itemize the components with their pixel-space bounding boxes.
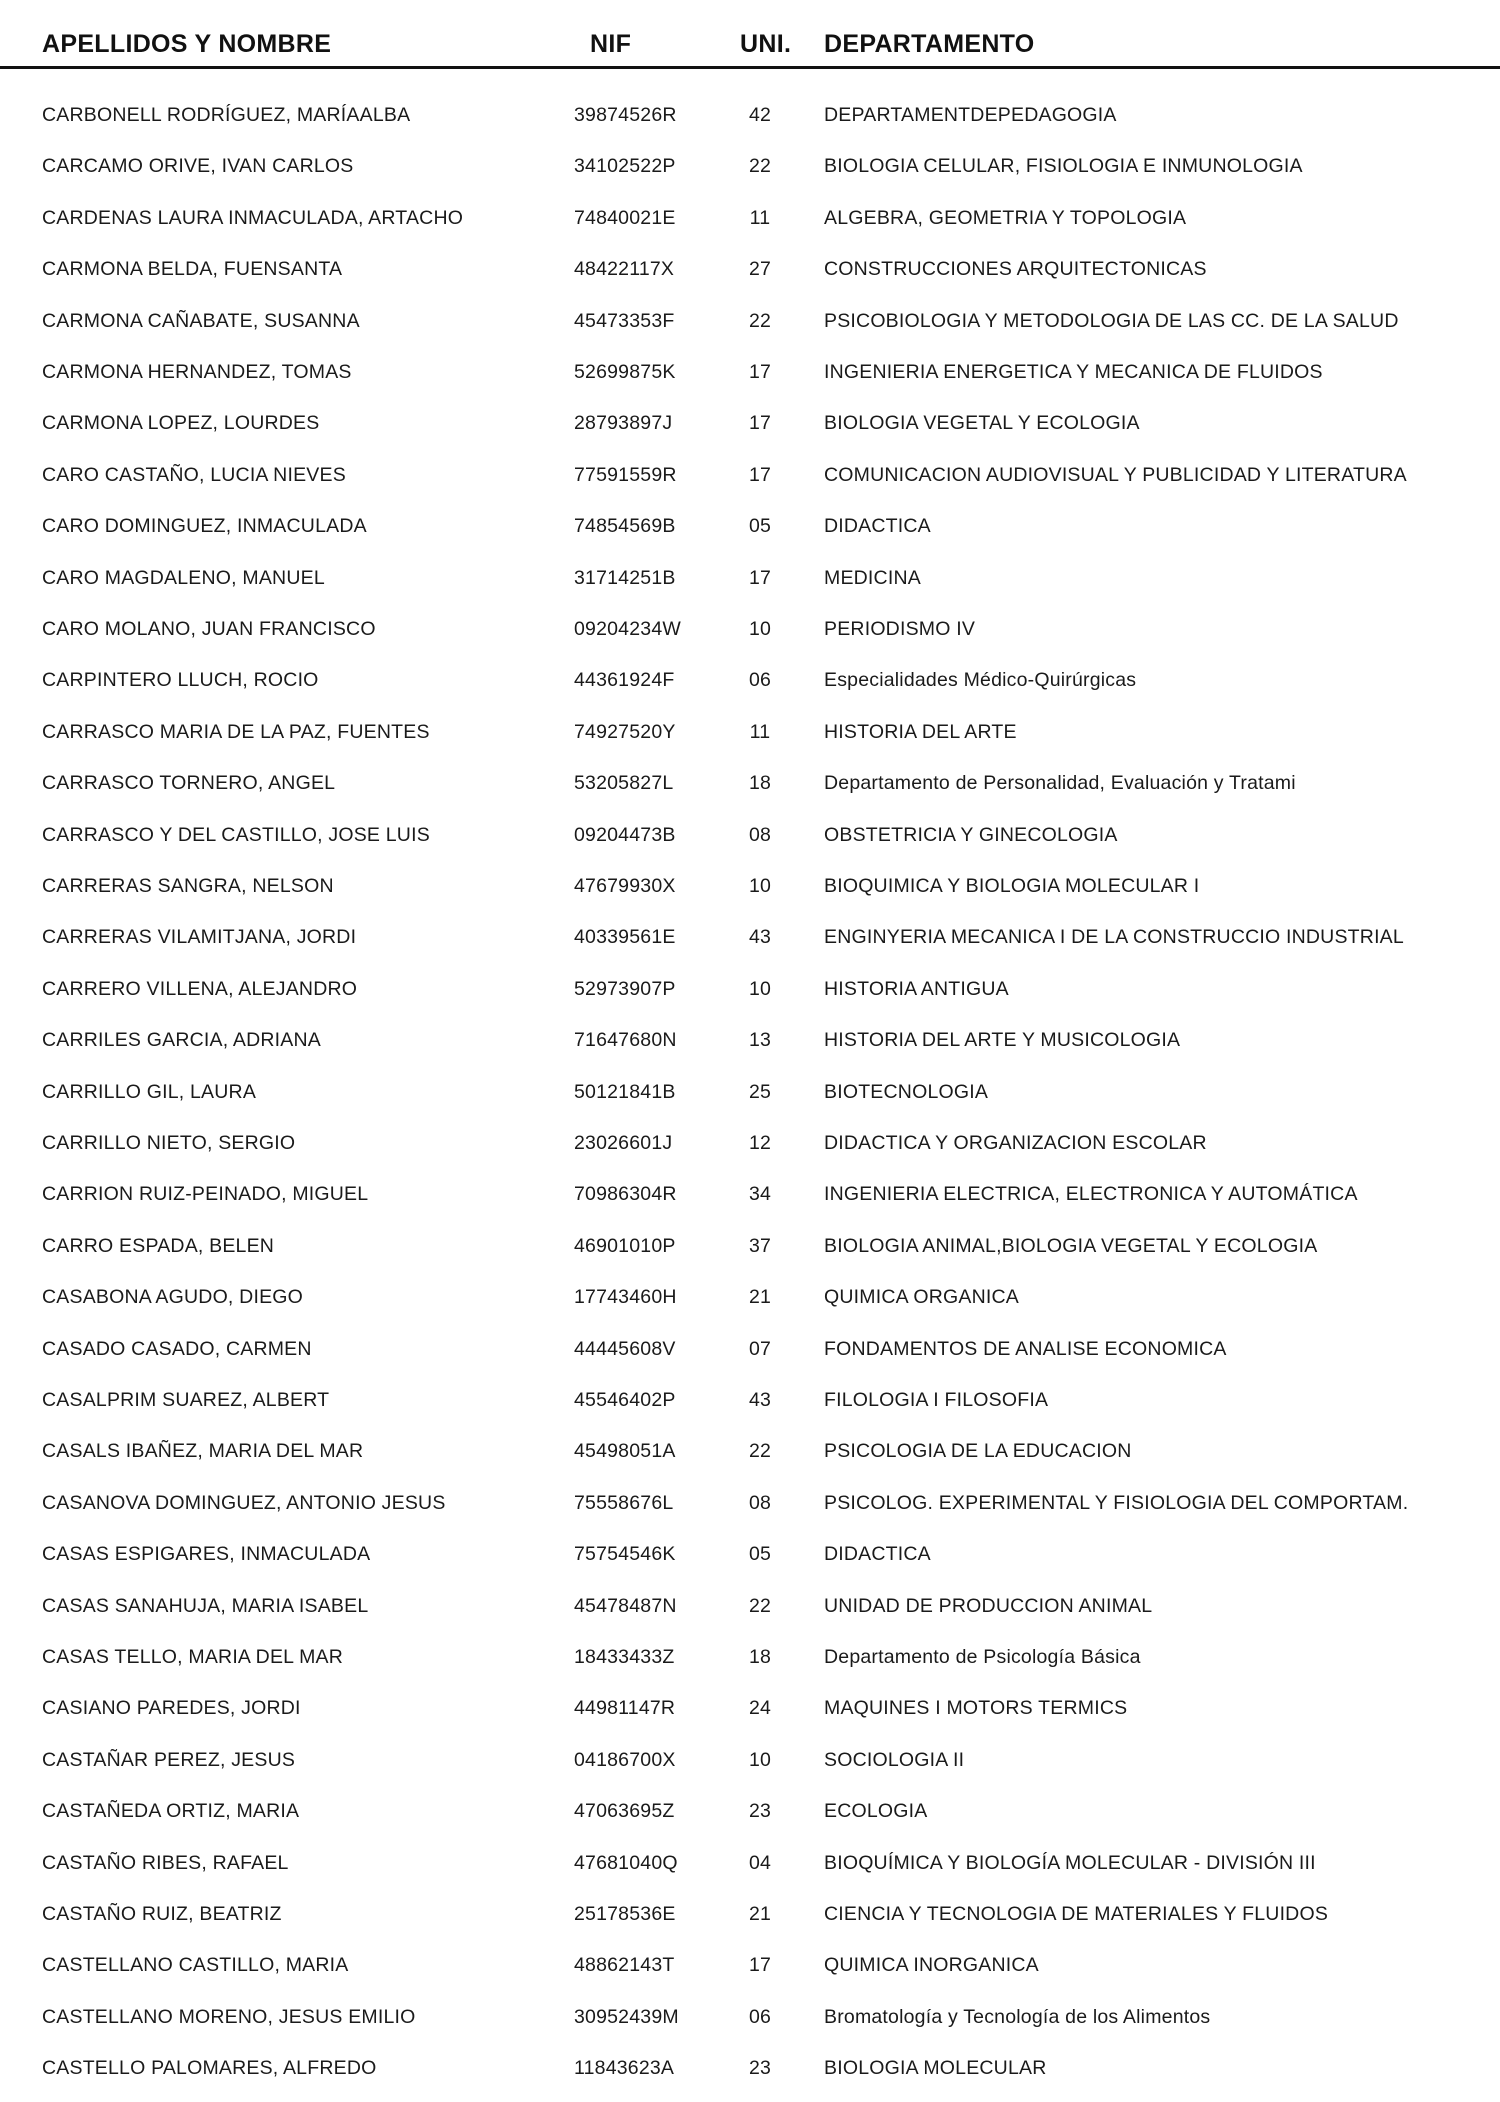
cell-name: CASABONA AGUDO, DIEGO	[42, 1286, 304, 1309]
cell-uni: 06	[748, 2005, 772, 2028]
table-row	[0, 464, 1500, 494]
cell-uni: 18	[748, 1646, 772, 1668]
cell-uni: 22	[748, 1440, 772, 1463]
cell-name: CARMONA CAÑABATE, SUSANNA	[42, 309, 360, 332]
table-row	[0, 978, 1500, 1008]
cell-uni: 17	[748, 463, 772, 486]
cell-name: CARRASCO TORNERO, ANGEL	[42, 772, 336, 795]
cell-department: BIOTECNOLOGIA	[824, 1080, 989, 1103]
cell-department: DIDACTICA	[824, 515, 931, 538]
table-row	[0, 1697, 1500, 1727]
cell-name: CASTELLO PALOMARES, ALFREDO	[42, 2057, 377, 2080]
cell-uni: 10	[748, 977, 772, 1000]
cell-name: CASTAÑAR PEREZ, JESUS	[42, 1748, 296, 1771]
header-department: DEPARTAMENTO	[824, 30, 1035, 58]
cell-nif: 39874526R	[574, 104, 677, 126]
cell-uni: 08	[748, 1491, 772, 1514]
cell-nif: 44361924F	[574, 669, 675, 692]
cell-name: CARRERO VILLENA, ALEJANDRO	[42, 977, 358, 1000]
cell-uni: 13	[748, 1029, 772, 1052]
table-row	[0, 515, 1500, 545]
cell-nif: 17743460H	[574, 1286, 677, 1309]
cell-department: BIOLOGIA ANIMAL,BIOLOGIA VEGETAL Y ECOLOGIA	[824, 1234, 1318, 1257]
table-row	[0, 1646, 1500, 1676]
cell-department: HISTORIA DEL ARTE	[824, 720, 1017, 743]
cell-department: SOCIOLOGIA II	[824, 1748, 965, 1771]
cell-department: DIDACTICA Y ORGANIZACION ESCOLAR	[824, 1132, 1207, 1154]
cell-uni: 10	[748, 618, 772, 640]
header-uni: UNI.	[740, 30, 792, 58]
cell-department: Bromatología y Tecnología de los Alimentos	[824, 2005, 1211, 2028]
cell-department: PSICOBIOLOGIA Y METODOLOGIA DE LAS CC. DE LA SALUD	[824, 309, 1399, 332]
cell-nif: 47679930X	[574, 875, 676, 897]
cell-name: CARMONA BELDA, FUENSANTA	[42, 258, 343, 281]
table-row	[0, 1029, 1500, 1059]
cell-department: HISTORIA DEL ARTE Y MUSICOLOGIA	[824, 1029, 1181, 1052]
cell-department: DIDACTICA	[824, 1543, 931, 1566]
cell-department: COMUNICACION AUDIOVISUAL Y PUBLICIDAD Y LITERATURA	[824, 463, 1407, 486]
table-row	[0, 310, 1500, 340]
table-row	[0, 258, 1500, 288]
cell-nif: 46901010P	[574, 1234, 676, 1257]
table-row	[0, 926, 1500, 956]
cell-uni: 21	[748, 1286, 772, 1309]
table-row	[0, 412, 1500, 442]
cell-uni: 37	[748, 1234, 772, 1257]
cell-uni: 05	[748, 1543, 772, 1566]
cell-nif: 48862143T	[574, 1954, 675, 1977]
cell-name: CASTELLANO MORENO, JESUS EMILIO	[42, 2005, 416, 2028]
cell-department: BIOLOGIA VEGETAL Y ECOLOGIA	[824, 412, 1140, 435]
table-row	[0, 1595, 1500, 1625]
cell-name: CASTAÑO RUIZ, BEATRIZ	[42, 1903, 282, 1925]
cell-uni: 04	[748, 1851, 772, 1874]
cell-name: CARBONELL RODRÍGUEZ, MARÍAALBA	[42, 104, 411, 126]
header-nif: NIF	[590, 30, 632, 58]
cell-name: CASALS IBAÑEZ, MARIA DEL MAR	[42, 1440, 364, 1463]
table-row	[0, 1132, 1500, 1162]
cell-uni: 11	[749, 720, 771, 743]
header-divider	[0, 66, 1500, 69]
cell-name: CASAS TELLO, MARIA DEL MAR	[42, 1646, 344, 1668]
cell-nif: 74840021E	[574, 206, 676, 229]
cell-uni: 22	[748, 155, 772, 178]
cell-name: CARO MAGDALENO, MANUEL	[42, 566, 325, 589]
cell-department: MAQUINES I MOTORS TERMICS	[824, 1697, 1128, 1720]
cell-uni: 42	[748, 104, 772, 126]
cell-department: Especialidades Médico-Quirúrgicas	[824, 669, 1137, 692]
cell-nif: 09204473B	[574, 823, 676, 846]
table-row	[0, 1183, 1500, 1213]
cell-nif: 45473353F	[574, 309, 675, 332]
cell-nif: 48422117X	[574, 258, 675, 281]
cell-nif: 11843623A	[574, 2057, 675, 2080]
cell-name: CARRION RUIZ-PEINADO, MIGUEL	[42, 1183, 369, 1206]
table-row	[0, 669, 1500, 699]
cell-nif: 47681040Q	[574, 1851, 678, 1874]
cell-uni: 17	[748, 361, 772, 383]
cell-nif: 52699875K	[574, 361, 676, 383]
cell-name: CASAS SANAHUJA, MARIA ISABEL	[42, 1594, 369, 1617]
table-row	[0, 155, 1500, 185]
cell-nif: 28793897J	[574, 412, 673, 435]
cell-uni: 11	[749, 206, 771, 229]
cell-nif: 09204234W	[574, 618, 681, 640]
cell-department: Departamento de Psicología Básica	[824, 1646, 1141, 1668]
cell-name: CASTELLANO CASTILLO, MARIA	[42, 1954, 349, 1977]
cell-uni: 10	[748, 875, 772, 897]
table-row	[0, 1081, 1500, 1111]
cell-uni: 17	[748, 566, 772, 589]
cell-name: CASAS ESPIGARES, INMACULADA	[42, 1543, 371, 1566]
cell-department: PERIODISMO IV	[824, 618, 976, 640]
cell-name: CARMONA HERNANDEZ, TOMAS	[42, 361, 352, 383]
cell-uni: 22	[748, 1594, 772, 1617]
cell-uni: 17	[748, 1954, 772, 1977]
cell-name: CASTAÑEDA ORTIZ, MARIA	[42, 1800, 300, 1823]
cell-name: CARRASCO MARIA DE LA PAZ, FUENTES	[42, 720, 430, 743]
cell-department: PSICOLOGIA DE LA EDUCACION	[824, 1440, 1132, 1463]
cell-department: BIOQUIMICA Y BIOLOGIA MOLECULAR I	[824, 875, 1200, 897]
table-row	[0, 2006, 1500, 2036]
cell-department: FONDAMENTOS DE ANALISE ECONOMICA	[824, 1337, 1227, 1360]
table-row	[0, 104, 1500, 134]
cell-uni: 27	[748, 258, 772, 281]
cell-name: CARRASCO Y DEL CASTILLO, JOSE LUIS	[42, 823, 430, 846]
cell-nif: 47063695Z	[574, 1800, 675, 1823]
table-row	[0, 824, 1500, 854]
cell-department: DEPARTAMENTDEPEDAGOGIA	[824, 104, 1117, 126]
table-row	[0, 618, 1500, 648]
cell-name: CARRILES GARCIA, ADRIANA	[42, 1029, 321, 1052]
cell-name: CARRILLO NIETO, SERGIO	[42, 1132, 296, 1154]
cell-department: QUIMICA INORGANICA	[824, 1954, 1039, 1977]
table-row	[0, 207, 1500, 237]
cell-name: CARO DOMINGUEZ, INMACULADA	[42, 515, 367, 538]
table-row	[0, 1852, 1500, 1882]
cell-name: CASTAÑO RIBES, RAFAEL	[42, 1851, 289, 1874]
table-row	[0, 1903, 1500, 1933]
cell-name: CASIANO PAREDES, JORDI	[42, 1697, 301, 1720]
cell-nif: 25178536E	[574, 1903, 676, 1925]
cell-name: CARCAMO ORIVE, IVAN CARLOS	[42, 155, 354, 178]
cell-uni: 07	[748, 1337, 772, 1360]
table-row	[0, 1800, 1500, 1830]
cell-name: CARRILLO GIL, LAURA	[42, 1080, 257, 1103]
cell-uni: 12	[748, 1132, 772, 1154]
cell-name: CARO MOLANO, JUAN FRANCISCO	[42, 618, 376, 640]
cell-department: Departamento de Personalidad, Evaluación y Tratami	[824, 772, 1296, 795]
cell-department: BIOLOGIA CELULAR, FISIOLOGIA E INMUNOLOGIA	[824, 155, 1303, 178]
cell-department: FILOLOGIA I FILOSOFIA	[824, 1389, 1049, 1411]
table-row	[0, 1286, 1500, 1316]
cell-nif: 53205827L	[574, 772, 674, 795]
table-row	[0, 1338, 1500, 1368]
cell-nif: 77591559R	[574, 463, 677, 486]
cell-uni: 21	[748, 1903, 772, 1925]
table-row	[0, 1954, 1500, 1984]
cell-department: BIOLOGIA MOLECULAR	[824, 2057, 1047, 2080]
cell-uni: 34	[748, 1183, 772, 1206]
cell-uni: 24	[748, 1697, 772, 1720]
cell-department: INGENIERIA ELECTRICA, ELECTRONICA Y AUTOMÁTICA	[824, 1183, 1358, 1206]
table-row	[0, 1440, 1500, 1470]
cell-nif: 45546402P	[574, 1389, 676, 1411]
cell-department: OBSTETRICIA Y GINECOLOGIA	[824, 823, 1118, 846]
cell-uni: 08	[748, 823, 772, 846]
cell-nif: 74854569B	[574, 515, 676, 538]
cell-name: CARRERAS SANGRA, NELSON	[42, 875, 334, 897]
cell-nif: 44445608V	[574, 1337, 676, 1360]
cell-department: MEDICINA	[824, 566, 921, 589]
cell-nif: 18433433Z	[574, 1646, 675, 1668]
cell-uni: 25	[748, 1080, 772, 1103]
table-row	[0, 772, 1500, 802]
table-row	[0, 721, 1500, 751]
cell-nif: 75754546K	[574, 1543, 676, 1566]
cell-nif: 23026601J	[574, 1132, 673, 1154]
cell-name: CARMONA LOPEZ, LOURDES	[42, 412, 320, 435]
table-row	[0, 361, 1500, 391]
table-row	[0, 1389, 1500, 1419]
cell-name: CARO CASTAÑO, LUCIA NIEVES	[42, 463, 346, 486]
cell-name: CASANOVA DOMINGUEZ, ANTONIO JESUS	[42, 1491, 446, 1514]
cell-uni: 18	[748, 772, 772, 795]
cell-nif: 04186700X	[574, 1748, 676, 1771]
table-row	[0, 875, 1500, 905]
table-row	[0, 1235, 1500, 1265]
cell-nif: 70986304R	[574, 1183, 677, 1206]
cell-nif: 40339561E	[574, 926, 676, 949]
cell-department: QUIMICA ORGANICA	[824, 1286, 1019, 1309]
cell-name: CARRERAS VILAMITJANA, JORDI	[42, 926, 357, 949]
cell-uni: 05	[748, 515, 772, 538]
cell-name: CARPINTERO LLUCH, ROCIO	[42, 669, 319, 692]
cell-nif: 45478487N	[574, 1594, 677, 1617]
table-row	[0, 2057, 1500, 2087]
cell-uni: 10	[748, 1748, 772, 1771]
table-row	[0, 1749, 1500, 1779]
cell-nif: 75558676L	[574, 1491, 674, 1514]
cell-uni: 43	[748, 1389, 772, 1411]
cell-nif: 52973907P	[574, 977, 676, 1000]
cell-department: CIENCIA Y TECNOLOGIA DE MATERIALES Y FLUIDOS	[824, 1903, 1329, 1925]
cell-uni: 06	[748, 669, 772, 692]
cell-name: CASADO CASADO, CARMEN	[42, 1337, 312, 1360]
cell-nif: 44981147R	[574, 1697, 676, 1720]
cell-uni: 23	[748, 1800, 772, 1823]
cell-department: BIOQUÍMICA Y BIOLOGÍA MOLECULAR - DIVISIÓN III	[824, 1851, 1316, 1874]
cell-department: INGENIERIA ENERGETICA Y MECANICA DE FLUIDOS	[824, 361, 1323, 383]
table-row	[0, 1543, 1500, 1573]
cell-uni: 23	[748, 2057, 772, 2080]
cell-nif: 50121841B	[574, 1080, 676, 1103]
cell-department: HISTORIA ANTIGUA	[824, 977, 1009, 1000]
cell-department: ALGEBRA, GEOMETRIA Y TOPOLOGIA	[824, 206, 1187, 229]
cell-nif: 71647680N	[574, 1029, 677, 1052]
cell-nif: 30952439M	[574, 2005, 679, 2028]
cell-name: CARDENAS LAURA INMACULADA, ARTACHO	[42, 206, 464, 229]
header-name: APELLIDOS Y NOMBRE	[42, 30, 332, 58]
cell-uni: 43	[748, 926, 772, 949]
cell-uni: 17	[748, 412, 772, 435]
cell-name: CARRO ESPADA, BELEN	[42, 1234, 275, 1257]
cell-department: PSICOLOG. EXPERIMENTAL Y FISIOLOGIA DEL COMPORTAM.	[824, 1491, 1409, 1514]
table-header	[0, 30, 1500, 70]
cell-nif: 31714251B	[574, 566, 676, 589]
cell-name: CASALPRIM SUAREZ, ALBERT	[42, 1389, 330, 1411]
cell-department: ECOLOGIA	[824, 1800, 928, 1823]
table-row	[0, 567, 1500, 597]
cell-nif: 45498051A	[574, 1440, 676, 1463]
table-row	[0, 1492, 1500, 1522]
cell-uni: 22	[748, 309, 772, 332]
cell-department: UNIDAD DE PRODUCCION ANIMAL	[824, 1594, 1153, 1617]
cell-department: ENGINYERIA MECANICA I DE LA CONSTRUCCIO INDUSTRIAL	[824, 926, 1404, 949]
cell-nif: 74927520Y	[574, 720, 676, 743]
cell-nif: 34102522P	[574, 155, 676, 178]
cell-department: CONSTRUCCIONES ARQUITECTONICAS	[824, 258, 1207, 281]
